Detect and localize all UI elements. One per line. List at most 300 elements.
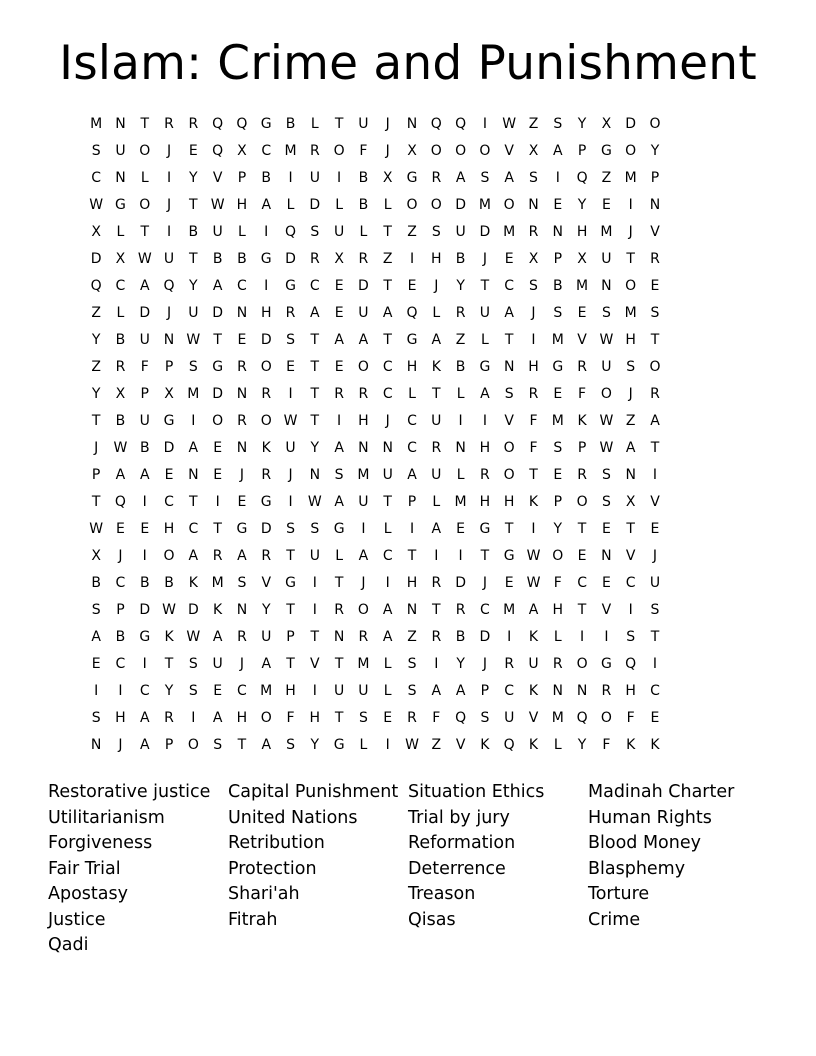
grid-letter: U (309, 548, 320, 564)
grid-letter: R (285, 305, 296, 321)
grid-letter: G (115, 197, 126, 213)
grid-letter: A (334, 494, 344, 510)
grid-letter: X (115, 386, 126, 402)
grid-letter: L (359, 224, 368, 240)
grid-letter: Q (406, 305, 418, 321)
grid-letter: I (337, 413, 342, 429)
grid-letter: O (406, 197, 418, 213)
grid-letter: B (212, 251, 223, 267)
grid-letter: F (602, 737, 611, 753)
grid-letter: U (188, 305, 199, 321)
grid-letter: V (310, 656, 320, 672)
grid-letter: B (139, 440, 150, 456)
grid-letter: M (551, 710, 564, 726)
grid-letter: I (628, 602, 633, 618)
grid-letter: I (361, 521, 366, 537)
grid-letter: N (601, 548, 612, 564)
grid-letter: O (479, 143, 491, 159)
grid-letter: H (236, 197, 248, 213)
grid-letter: N (163, 332, 175, 348)
grid-letter: T (286, 656, 295, 672)
grid-letter: R (309, 143, 320, 159)
grid-letter: R (164, 710, 174, 726)
grid-row (84, 194, 732, 221)
grid-letter: I (409, 521, 415, 537)
grid-letter: D (260, 332, 272, 348)
grid-letter: R (334, 386, 344, 402)
grid-letter: B (455, 251, 466, 267)
grid-letter: F (286, 710, 295, 726)
grid-letter: L (480, 332, 489, 348)
grid-letter: T (286, 548, 295, 564)
grid-letter: E (213, 467, 223, 483)
grid-letter: O (357, 359, 369, 375)
grid-letter: U (455, 224, 466, 240)
grid-letter: U (431, 413, 442, 429)
grid-letter: Q (625, 656, 637, 672)
grid-letter: Y (310, 440, 320, 456)
grid-letter: K (528, 494, 539, 510)
grid-letter: C (504, 278, 515, 294)
grid-letter: T (432, 602, 441, 618)
grid-letter: G (479, 359, 491, 375)
grid-letter: D (187, 602, 199, 618)
grid-letter: E (650, 278, 660, 294)
grid-row (84, 464, 732, 491)
grid-letter: R (431, 440, 442, 456)
grid-letter: V (504, 413, 514, 429)
grid-letter: M (551, 413, 564, 429)
grid-letter: H (358, 413, 369, 429)
grid-letter: U (601, 251, 612, 267)
grid-letter: G (285, 278, 296, 294)
grid-letter: X (528, 143, 539, 159)
grid-letter: P (140, 386, 149, 402)
grid-letter: P (480, 683, 490, 699)
word-bank-column (228, 780, 408, 959)
grid-letter: M (357, 467, 370, 483)
grid-letter: O (625, 278, 637, 294)
grid-letter: D (455, 575, 466, 591)
grid-letter: B (358, 170, 369, 186)
grid-letter: T (480, 278, 490, 294)
grid-letter: T (383, 494, 392, 510)
grid-letter: Z (91, 359, 101, 375)
grid-letter: I (312, 575, 317, 591)
grid-letter: J (482, 575, 487, 591)
grid-letter: E (504, 575, 514, 591)
grid-letter: T (650, 629, 660, 645)
grid-letter: A (504, 170, 514, 186)
grid-letter: N (236, 440, 248, 456)
grid-letter: U (479, 305, 491, 321)
grid-letter: M (454, 494, 467, 510)
grid-letter: Q (90, 278, 102, 294)
grid-row (84, 410, 732, 437)
grid-letter: Q (212, 116, 224, 132)
grid-letter: M (624, 305, 637, 321)
grid-letter: C (407, 413, 417, 429)
grid-letter: S (188, 683, 198, 699)
grid-letter: T (626, 251, 635, 267)
grid-letter: N (115, 116, 126, 132)
grid-letter: A (504, 305, 514, 321)
grid-letter: L (286, 197, 295, 213)
grid-row (84, 275, 732, 302)
grid-letter: N (576, 683, 588, 699)
grid-letter: S (553, 116, 563, 132)
grid-letter: W (210, 197, 225, 213)
grid-letter: N (188, 467, 199, 483)
grid-letter: E (237, 332, 247, 348)
grid-letter: S (91, 710, 101, 726)
grid-letter: Z (91, 305, 101, 321)
grid-row (84, 383, 732, 410)
grid-letter: Z (407, 629, 417, 645)
grid-letter: N (528, 197, 539, 213)
grid-letter: S (431, 224, 441, 240)
grid-letter: S (601, 467, 611, 483)
grid-letter: N (382, 440, 393, 456)
grid-letter: G (333, 521, 345, 537)
grid-letter: C (164, 494, 174, 510)
grid-letter: T (310, 359, 320, 375)
grid-letter: S (626, 359, 636, 375)
grid-letter: A (261, 656, 272, 672)
grid-letter: N (503, 359, 515, 375)
grid-letter: P (286, 629, 295, 645)
grid-letter: R (237, 629, 247, 645)
grid-letter: B (261, 170, 272, 186)
grid-letter: S (553, 440, 563, 456)
grid-letter: X (577, 251, 587, 267)
grid-letter: I (604, 629, 609, 645)
grid-letter: X (334, 251, 344, 267)
grid-letter: Q (212, 143, 224, 159)
grid-row (84, 680, 732, 707)
grid-row (84, 329, 732, 356)
grid-row (84, 491, 732, 518)
grid-letter: E (91, 656, 101, 672)
grid-letter: I (312, 683, 317, 699)
grid-letter: A (553, 143, 563, 159)
grid-letter: L (456, 386, 465, 402)
grid-letter: N (309, 467, 321, 483)
grid-letter: T (140, 116, 150, 132)
grid-letter: R (455, 305, 466, 321)
grid-letter: U (333, 224, 345, 240)
grid-letter: S (553, 305, 563, 321)
grid-letter: O (503, 197, 515, 213)
grid-letter: H (163, 521, 175, 537)
grid-letter: U (358, 305, 369, 321)
word-bank-item: Human Rights (588, 807, 712, 828)
grid-letter: R (431, 629, 442, 645)
word-bank-item: United Nations (228, 807, 358, 828)
grid-letter: L (432, 305, 441, 321)
grid-letter: J (652, 548, 658, 564)
grid-letter: T (334, 656, 344, 672)
grid-letter: I (118, 683, 123, 699)
grid-letter: V (528, 710, 539, 726)
grid-letter: Y (261, 602, 271, 618)
grid-letter: R (455, 602, 466, 618)
grid-letter: R (480, 467, 490, 483)
grid-letter: L (359, 737, 368, 753)
grid-letter: B (285, 116, 296, 132)
grid-letter: D (479, 224, 491, 240)
grid-letter: R (601, 683, 612, 699)
word-search-grid (84, 113, 732, 761)
grid-row (84, 545, 732, 572)
grid-letter: S (334, 467, 344, 483)
grid-letter: F (529, 413, 538, 429)
grid-letter: N (358, 440, 369, 456)
grid-letter: I (191, 413, 196, 429)
grid-letter: O (600, 386, 612, 402)
grid-letter: L (310, 116, 319, 132)
grid-letter: T (577, 521, 587, 537)
grid-letter: T (432, 386, 441, 402)
grid-letter: I (288, 386, 293, 402)
grid-letter: C (188, 521, 199, 537)
grid-letter: J (482, 251, 487, 267)
grid-letter: U (358, 683, 369, 699)
grid-letter: R (237, 359, 247, 375)
grid-letter: E (140, 521, 150, 537)
grid-letter: U (601, 359, 612, 375)
grid-letter: M (624, 170, 637, 186)
grid-letter: M (551, 332, 564, 348)
grid-letter: N (649, 197, 661, 213)
word-bank-item: Fitrah (228, 909, 278, 930)
grid-letter: S (480, 170, 490, 186)
grid-letter: T (310, 413, 320, 429)
grid-letter: O (576, 494, 588, 510)
grid-letter: Q (285, 224, 297, 240)
grid-letter: W (283, 413, 298, 429)
grid-letter: B (188, 224, 199, 240)
grid-letter: I (385, 575, 390, 591)
grid-letter: R (358, 251, 369, 267)
grid-letter: D (212, 305, 224, 321)
grid-letter: S (529, 278, 538, 294)
grid-letter: L (116, 224, 125, 240)
grid-letter: I (264, 278, 269, 294)
grid-letter: Y (164, 683, 174, 699)
grid-letter: A (455, 683, 466, 699)
grid-letter: Q (430, 116, 442, 132)
grid-letter: Q (503, 737, 515, 753)
grid-letter: I (191, 710, 196, 726)
grid-letter: A (382, 305, 393, 321)
grid-letter: R (504, 656, 515, 672)
grid-letter: U (261, 629, 272, 645)
grid-letter: I (215, 494, 220, 510)
grid-letter: N (406, 602, 418, 618)
grid-letter: Y (456, 278, 465, 294)
grid-letter: G (285, 575, 296, 591)
word-bank-item: Apostasy (48, 884, 128, 904)
grid-letter: V (650, 224, 660, 240)
grid-letter: B (552, 278, 563, 294)
grid-letter: O (139, 143, 151, 159)
grid-letter: C (115, 278, 126, 294)
grid-letter: Q (576, 710, 588, 726)
grid-letter: B (164, 575, 174, 591)
grid-letter: R (237, 413, 247, 429)
grid-letter: A (431, 332, 442, 348)
grid-letter: H (552, 602, 564, 618)
grid-letter: N (236, 602, 248, 618)
grid-letter: A (139, 737, 150, 753)
grid-letter: L (553, 737, 562, 753)
grid-letter: Y (577, 197, 587, 213)
word-bank-item: Restorative justice (48, 782, 211, 802)
grid-letter: T (310, 386, 320, 402)
grid-letter: T (164, 656, 174, 672)
grid-row (84, 653, 732, 680)
grid-letter: M (90, 116, 103, 132)
grid-letter: E (213, 440, 223, 456)
grid-letter: D (479, 629, 491, 645)
grid-letter: C (480, 602, 490, 618)
grid-row (84, 167, 732, 194)
grid-letter: O (503, 440, 515, 456)
grid-letter: H (260, 305, 272, 321)
grid-letter: C (115, 656, 126, 672)
grid-letter: E (650, 710, 660, 726)
word-bank-column (48, 780, 228, 959)
grid-letter: N (333, 629, 345, 645)
grid-letter: E (553, 386, 563, 402)
grid-letter: K (528, 683, 539, 699)
grid-letter: T (334, 116, 344, 132)
grid-letter: J (385, 116, 390, 132)
grid-letter: C (237, 278, 247, 294)
grid-letter: I (409, 251, 415, 267)
grid-letter: A (212, 629, 223, 645)
grid-letter: S (650, 305, 660, 321)
grid-letter: P (650, 170, 660, 186)
grid-letter: P (577, 143, 587, 159)
grid-letter: H (625, 683, 636, 699)
grid-letter: S (407, 683, 417, 699)
grid-letter: T (91, 413, 101, 429)
grid-letter: G (260, 116, 272, 132)
grid-letter: O (163, 548, 175, 564)
grid-letter: H (406, 575, 418, 591)
grid-letter: A (455, 170, 466, 186)
grid-letter: B (91, 575, 101, 591)
grid-letter: H (576, 224, 588, 240)
grid-letter: T (626, 521, 635, 537)
grid-letter: O (649, 359, 661, 375)
grid-letter: P (237, 170, 247, 186)
grid-letter: J (118, 548, 123, 564)
grid-letter: T (189, 251, 198, 267)
grid-letter: T (334, 710, 344, 726)
grid-letter: H (115, 710, 126, 726)
grid-letter: D (139, 305, 151, 321)
grid-letter: T (189, 197, 198, 213)
grid-letter: Z (431, 737, 442, 753)
grid-letter: I (458, 413, 463, 429)
grid-letter: M (600, 224, 613, 240)
grid-letter: Q (236, 116, 248, 132)
grid-letter: W (526, 548, 541, 564)
grid-letter: D (285, 251, 296, 267)
grid-letter: I (507, 629, 512, 645)
grid-letter: J (288, 467, 293, 483)
grid-letter: N (115, 170, 126, 186)
grid-letter: X (115, 251, 126, 267)
grid-letter: E (116, 521, 125, 537)
grid-letter: R (577, 467, 587, 483)
grid-letter: T (577, 602, 587, 618)
grid-letter: R (358, 386, 369, 402)
grid-letter: B (115, 332, 126, 348)
grid-letter: Y (189, 278, 198, 294)
grid-letter: O (357, 602, 369, 618)
grid-letter: W (405, 737, 419, 753)
grid-letter: U (333, 683, 345, 699)
grid-letter: I (434, 656, 439, 672)
grid-letter: S (91, 602, 101, 618)
grid-letter: K (577, 413, 587, 429)
grid-letter: A (480, 386, 490, 402)
grid-letter: W (186, 629, 201, 645)
grid-letter: I (652, 467, 658, 483)
grid-letter: G (333, 737, 345, 753)
grid-letter: B (455, 629, 466, 645)
grid-letter: E (553, 197, 563, 213)
grid-letter: N (625, 467, 636, 483)
grid-letter: R (552, 656, 563, 672)
grid-letter: G (163, 413, 175, 429)
grid-letter: F (359, 143, 368, 159)
grid-letter: W (599, 413, 614, 429)
grid-letter: H (503, 494, 515, 510)
grid-letter: C (650, 683, 660, 699)
grid-letter: T (310, 332, 320, 348)
grid-letter: Z (455, 332, 466, 348)
grid-letter: K (626, 737, 636, 753)
grid-letter: X (91, 548, 101, 564)
grid-letter: I (580, 629, 585, 645)
grid-letter: S (529, 170, 538, 186)
grid-letter: R (528, 386, 539, 402)
grid-letter: F (553, 575, 562, 591)
grid-letter: E (334, 359, 344, 375)
word-bank-item: Blood Money (588, 833, 701, 853)
word-bank-column (588, 780, 768, 959)
grid-letter: J (239, 656, 244, 672)
grid-letter: Z (625, 413, 636, 429)
grid-letter: V (261, 575, 272, 591)
grid-letter: A (382, 629, 393, 645)
grid-letter: Z (382, 251, 393, 267)
grid-letter: A (139, 467, 150, 483)
grid-letter: S (310, 224, 320, 240)
grid-letter: R (577, 359, 587, 375)
grid-letter: T (140, 224, 150, 240)
grid-letter: U (431, 467, 442, 483)
grid-letter: F (140, 359, 149, 375)
grid-letter: A (382, 602, 393, 618)
grid-letter: M (576, 278, 589, 294)
grid-letter: Q (114, 494, 126, 510)
